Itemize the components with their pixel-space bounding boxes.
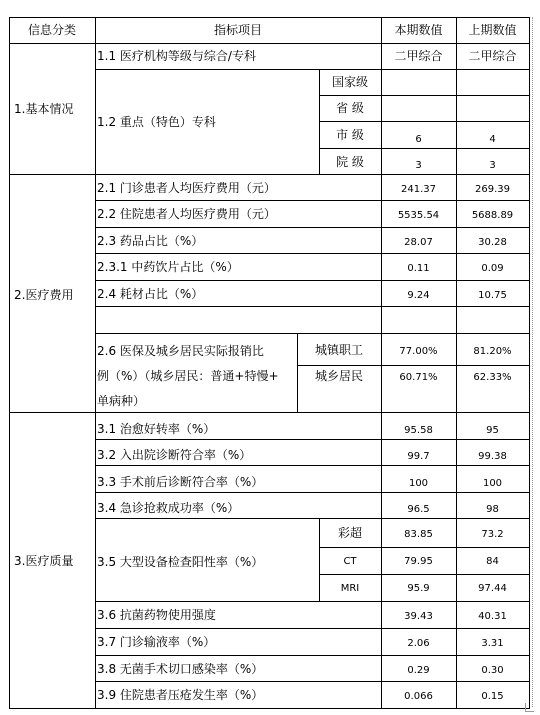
row-previous: 98 xyxy=(486,504,499,515)
row-previous: 二甲综合 xyxy=(468,49,517,63)
row-label: 3.6 抗菌药物使用强度 xyxy=(97,608,216,622)
sub-label: 市 级 xyxy=(336,128,364,142)
sub-previous: 73.2 xyxy=(481,529,504,540)
sub-current: 79.95 xyxy=(404,556,433,567)
sub-previous: 84 xyxy=(486,556,499,567)
row-previous: 95 xyxy=(486,425,499,436)
row-current: 39.43 xyxy=(404,611,433,622)
row-current: 二甲综合 xyxy=(394,49,443,63)
row-previous: 40.31 xyxy=(478,611,507,622)
sub-current: 3 xyxy=(415,160,422,171)
row-label: 3.9 住院患者压疮发生率（%） xyxy=(97,688,264,702)
group-cost: 2.医疗费用 xyxy=(14,288,74,302)
row-label: 2.3.1 中药饮片占比（%） xyxy=(97,260,239,274)
sub-label: 省 级 xyxy=(336,101,364,115)
group-basic: 1.基本情况 xyxy=(14,102,74,116)
row-label: 1.2 重点（特色）专科 xyxy=(97,115,216,129)
row-current: 0.11 xyxy=(407,263,430,274)
header-indicator: 指标项目 xyxy=(213,23,262,37)
row-label: 2.3 药品占比（%） xyxy=(97,234,204,248)
corner-mark xyxy=(525,703,534,712)
row-label-line: 例（%）（城乡居民：普通+特慢+ xyxy=(97,369,279,383)
row-label: 3.8 无菌手术切口感染率（%） xyxy=(97,662,264,676)
row-current: 96.5 xyxy=(407,504,430,515)
row-label: 3.2 入出院诊断符合率（%） xyxy=(97,448,252,462)
header-previous: 上期数值 xyxy=(468,23,517,37)
row-current: 5535.54 xyxy=(397,210,440,221)
row-label: 3.5 大型设备检查阳性率（%） xyxy=(97,555,264,569)
page-margin-guide xyxy=(532,17,533,707)
row-label: 1.1 医疗机构等级与综合/专科 xyxy=(97,49,256,63)
row-label-line: 单病种） xyxy=(97,394,146,408)
row-previous: 10.75 xyxy=(478,290,507,301)
group-quality: 3.医疗质量 xyxy=(14,554,74,568)
sub-current: 83.85 xyxy=(404,529,433,540)
row-previous: 0.30 xyxy=(481,665,504,676)
row-current: 28.07 xyxy=(404,237,433,248)
row-current: 9.24 xyxy=(407,290,430,301)
row-current: 100 xyxy=(408,478,429,489)
row-previous: 100 xyxy=(482,478,503,489)
header-current: 本期数值 xyxy=(394,23,443,37)
row-label: 2.4 耗材占比（%） xyxy=(97,287,204,301)
row-previous: 3.31 xyxy=(481,638,504,649)
row-previous: 5688.89 xyxy=(471,210,514,221)
row-label: 3.4 急诊抢救成功率（%） xyxy=(97,501,240,515)
sub-previous: 4 xyxy=(489,134,496,145)
sub-previous: 97.44 xyxy=(478,583,507,594)
row-previous: 0.15 xyxy=(481,691,504,702)
sub-label: MRI xyxy=(340,583,360,594)
sub-current: 6 xyxy=(415,134,422,145)
row-label: 2.2 住院患者人均医疗费用（元） xyxy=(97,207,276,221)
sub-previous: 62.33% xyxy=(473,372,512,383)
sub-current: 95.9 xyxy=(407,583,430,594)
row-label: 3.3 手术前后诊断符合率（%） xyxy=(97,475,264,489)
row-previous: 0.09 xyxy=(481,263,504,274)
sub-label: 城镇职工 xyxy=(314,343,363,357)
sub-previous: 3 xyxy=(489,160,496,171)
row-label: 2.1 门诊患者人均医疗费用（元） xyxy=(97,181,276,195)
row-current: 99.7 xyxy=(407,451,430,462)
row-current: 2.06 xyxy=(407,638,430,649)
row-current: 0.29 xyxy=(407,665,430,676)
sub-current: 60.71% xyxy=(399,372,438,383)
sub-current: 77.00% xyxy=(399,346,438,357)
sub-label: 国家级 xyxy=(331,75,368,89)
row-label-line: 2.6 医保及城乡居民实际报销比 xyxy=(97,344,264,358)
row-label: 3.7 门诊输液率（%） xyxy=(97,635,216,649)
row-current: 0.066 xyxy=(404,691,433,702)
row-current: 241.37 xyxy=(401,184,436,195)
sub-label: 院 级 xyxy=(336,155,364,169)
sub-previous: 81.20% xyxy=(473,346,512,357)
sub-label: CT xyxy=(343,556,357,567)
row-current: 95.58 xyxy=(404,425,433,436)
row-label: 3.1 治愈好转率（%） xyxy=(97,422,216,436)
row-previous: 269.39 xyxy=(475,184,510,195)
sub-label: 彩超 xyxy=(337,526,362,540)
header-category: 信息分类 xyxy=(27,23,76,37)
row-previous: 99.38 xyxy=(478,451,507,462)
row-previous: 30.28 xyxy=(478,237,507,248)
sub-label: 城乡居民 xyxy=(314,369,363,383)
indicator-table xyxy=(9,17,530,710)
